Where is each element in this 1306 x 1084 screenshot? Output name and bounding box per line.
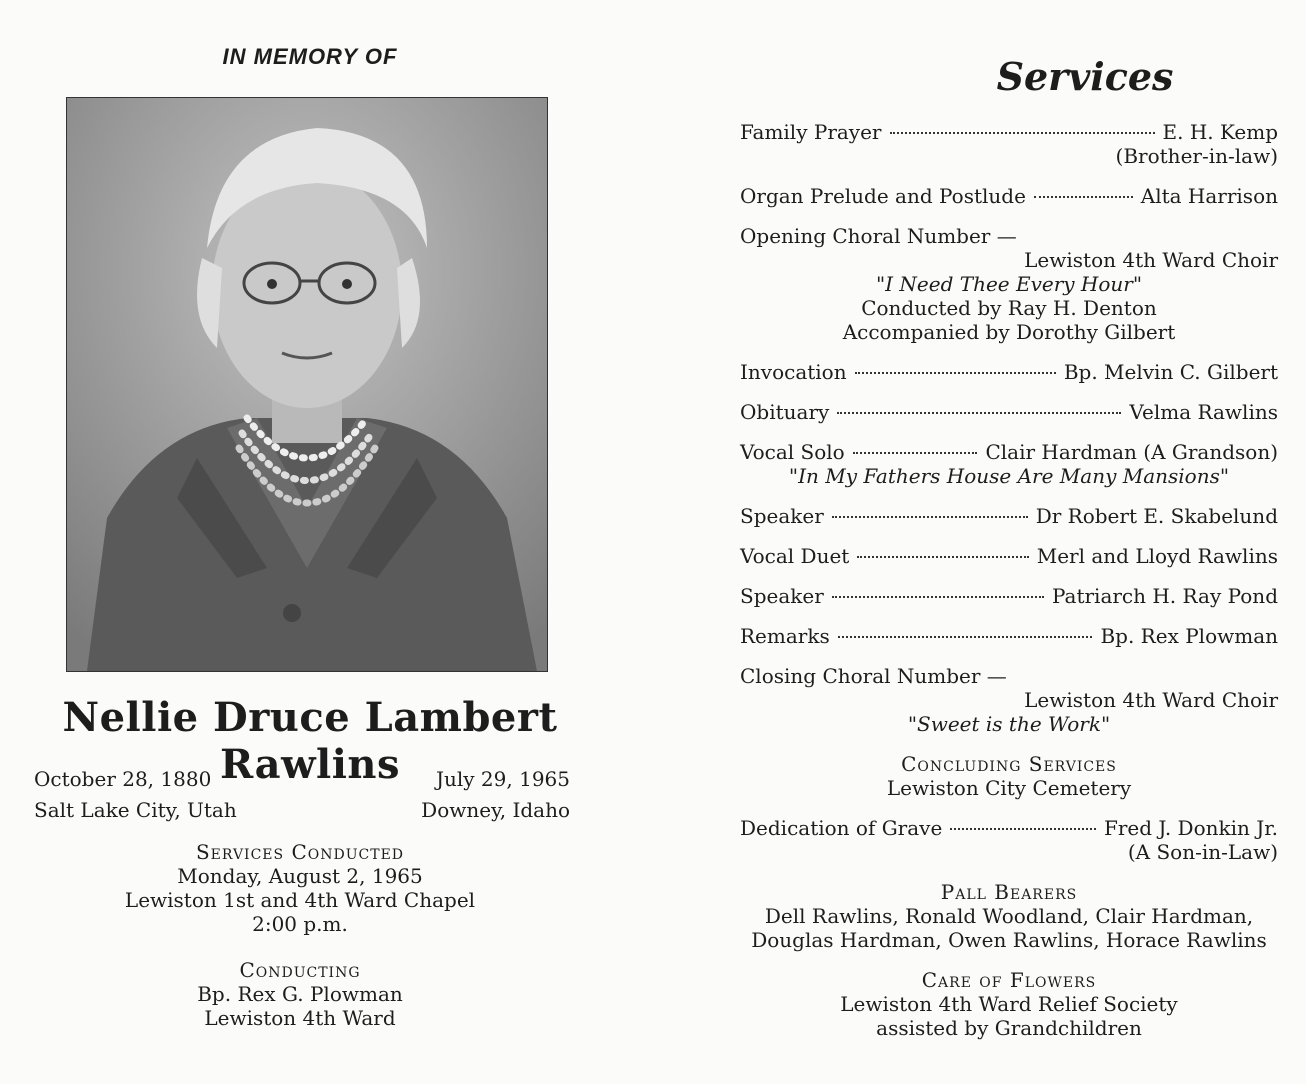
pall-bearers-line-1: Dell Rawlins, Ronald Woodland, Clair Hardman, (764, 904, 1254, 928)
leader-dots (890, 132, 1155, 134)
vocal-duet-row: Vocal Duet Merl and Lloyd Rawlins (740, 544, 1278, 568)
closing-choir: Lewiston 4th Ward Choir (1024, 688, 1278, 712)
left-panel (0, 0, 640, 1084)
conducting-ward: Lewiston 4th Ward (204, 1006, 396, 1030)
opening-choral-row: Opening Choral Number — (740, 224, 1017, 248)
family-prayer-note: (Brother-in-law) (1115, 144, 1278, 168)
pall-bearers-line-2: Douglas Hardman, Owen Rawlins, Horace Rawlins (751, 928, 1267, 952)
remarks-row: Remarks Bp. Rex Plowman (740, 624, 1278, 648)
portrait-illustration (67, 98, 547, 671)
death-place: Downey, Idaho (421, 798, 570, 822)
flowers-line-1: Lewiston 4th Ward Relief Society (840, 992, 1178, 1016)
organ-row: Organ Prelude and Postlude Alta Harrison (740, 184, 1278, 208)
memory-heading: IN MEMORY OF (222, 44, 398, 69)
obituary-row: Obituary Velma Rawlins (740, 400, 1278, 424)
flowers-line-2: assisted by Grandchildren (876, 1016, 1142, 1040)
dedication-row: Dedication of Grave Fred J. Donkin Jr. (740, 816, 1278, 840)
conducting-name: Bp. Rex G. Plowman (197, 982, 403, 1006)
speaker-row-1: Speaker Dr Robert E. Skabelund (740, 504, 1278, 528)
birth-date: October 28, 1880 (34, 767, 212, 791)
family-prayer-row: Family Prayer E. H. Kemp (740, 120, 1278, 144)
conducting-heading: Conducting (239, 958, 361, 982)
opening-accompanied: Accompanied by Dorothy Gilbert (842, 320, 1176, 344)
services-conducted-block (0, 840, 600, 936)
services-conducted-heading: Services Conducted (195, 840, 405, 864)
opening-choir: Lewiston 4th Ward Choir (1024, 248, 1278, 272)
services-list (740, 120, 1278, 1040)
invocation-row: Invocation Bp. Melvin C. Gilbert (740, 360, 1278, 384)
vocal-solo-song: "In My Fathers House Are Many Mansions" (788, 464, 1230, 488)
opening-song: "I Need Thee Every Hour" (875, 272, 1143, 296)
portrait-photo (66, 97, 548, 672)
pall-bearers-heading: Pall Bearers (940, 880, 1078, 904)
conducting-block (0, 958, 600, 1030)
closing-song: "Sweet is the Work" (907, 712, 1111, 736)
birth-info (34, 764, 237, 826)
right-panel (700, 0, 1306, 1084)
service-date: Monday, August 2, 1965 (177, 864, 423, 888)
concluding-place: Lewiston City Cemetery (886, 776, 1132, 800)
service-place: Lewiston 1st and 4th Ward Chapel (124, 888, 476, 912)
speaker-row-2: Speaker Patriarch H. Ray Pond (740, 584, 1278, 608)
death-info (421, 764, 570, 826)
flowers-heading: Care of Flowers (921, 968, 1097, 992)
service-time: 2:00 p.m. (252, 912, 348, 936)
opening-conducted: Conducted by Ray H. Denton (861, 296, 1157, 320)
vocal-solo-row: Vocal Solo Clair Hardman (A Grandson) (740, 440, 1278, 464)
closing-choral-row: Closing Choral Number — (740, 664, 1007, 688)
deceased-name: Nellie Druce Lambert Rawlins (62, 694, 558, 788)
services-heading: Services (996, 54, 1174, 99)
birth-place: Salt Lake City, Utah (34, 798, 237, 822)
dedication-note: (A Son-in-Law) (1127, 840, 1278, 864)
death-date: July 29, 1965 (435, 767, 570, 791)
concluding-heading: Concluding Services (901, 752, 1117, 776)
